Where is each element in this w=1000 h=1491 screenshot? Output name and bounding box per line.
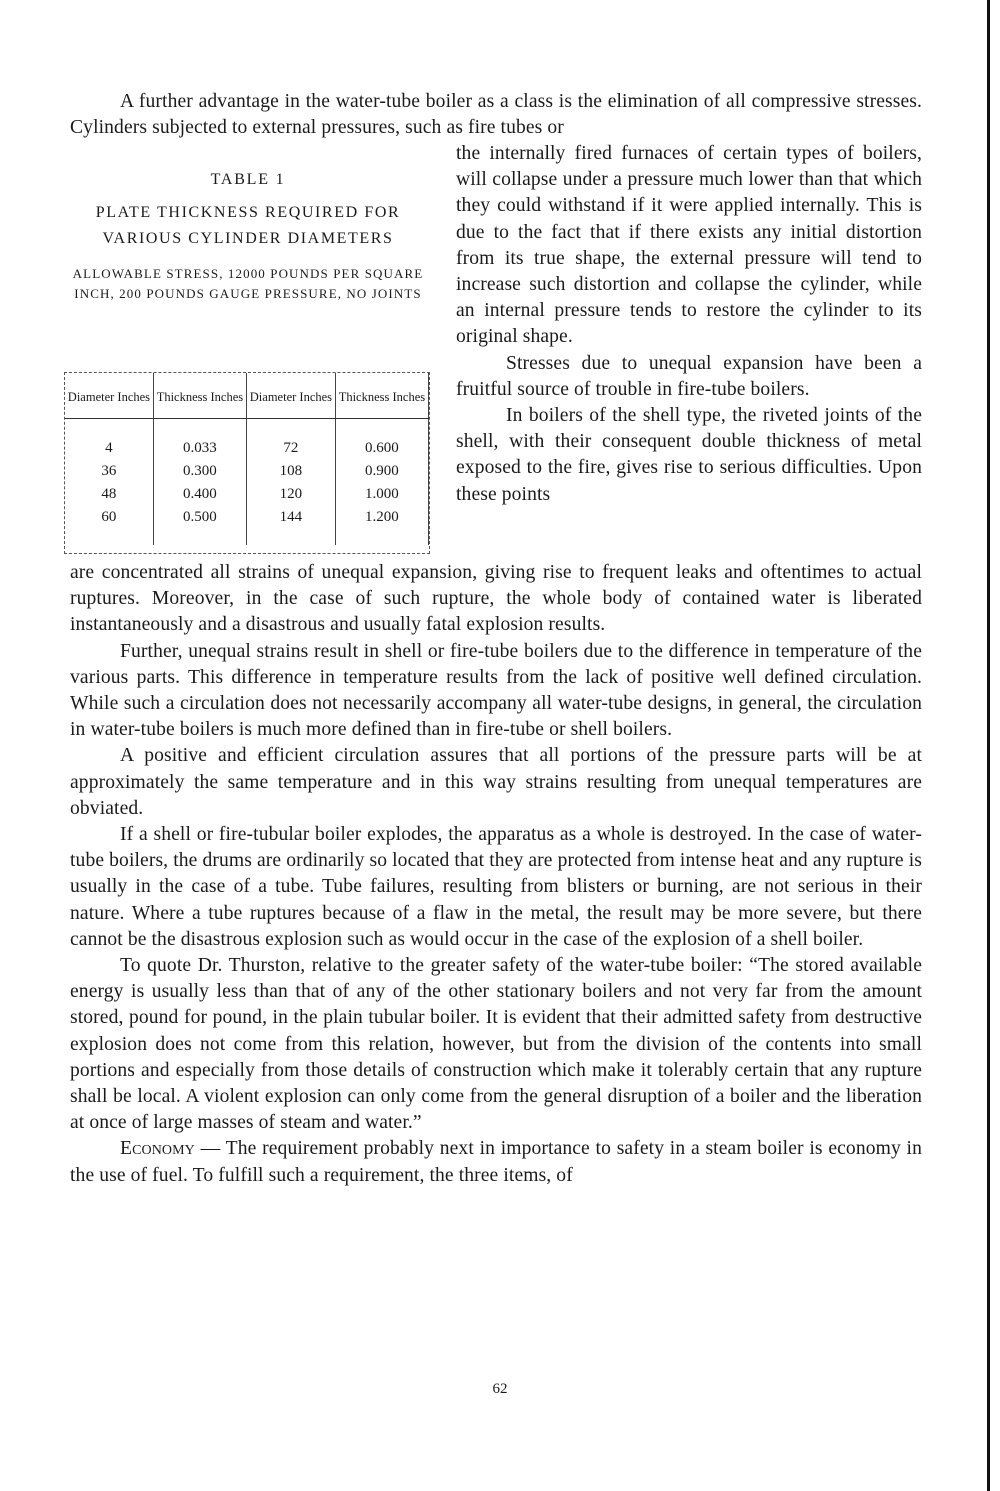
table-cell: 72	[246, 419, 335, 461]
table-cell: 48	[65, 483, 153, 506]
table-subtitle: ALLOWABLE STRESS, 12000 POUNDS PER SQUARE INCH, 200 POUNDS GAUGE PRESSURE, NO JOINTS	[72, 266, 424, 301]
thurston-quote-paragraph: To quote Dr. Thurston, relative to the greater safety of the water-tube boiler: “The stored available energy is usually less than that of any of the other stationary boilers and not very far from the amount stored, pound for pound, in the plain tubular boiler. It is evident that their admitted safety from destructive explosion does not come from this relation, however, but from the division of the contents into small portions and especially from those details of construction which make it tolerably certain that any rupture shall be local. A violent explosion can only come from the general disruption of a boiler and the liberation at once of large masses of steam and water.”	[70, 955, 922, 1134]
table-cell: 0.300	[153, 460, 246, 483]
header-thickness-2: Thickness Inches	[335, 373, 428, 419]
table-header-row	[65, 373, 429, 419]
table-cell: 108	[246, 460, 335, 483]
table-cell: 60	[65, 506, 153, 545]
economy-paragraph	[70, 1136, 922, 1188]
explosion-paragraph: If a shell or fire-tubular boiler explodes, the apparatus as a whole is destroyed. In the case of water-tube boilers, the drums are ordinarily so located that they are protected from intense heat and any rupture is usually in the case of a tube. Tube failures, resulting from blisters or burning, are not serious in their nature. Where a tube ruptures because of a flaw in the metal, the result may be more severe, but there cannot be the disastrous explosion such as would occur in the case of the explosion of a shell boiler.	[70, 824, 922, 950]
header-diameter-2: Diameter Inches	[246, 373, 335, 419]
table-cell: 0.400	[153, 483, 246, 506]
table-row	[65, 460, 429, 483]
shell-continuation: are concentrated all strains of unequal expansion, giving rise to frequent leaks and oftentimes to actual ruptures. Moreover, in the case of such rupture, the whole body of contained water is liberated instantaneously and a disastrous and usually fatal explosion results.	[70, 562, 922, 636]
table-cell: 0.600	[335, 419, 428, 461]
table-row	[65, 419, 429, 461]
economy-text: — The requirement probably next in importance to safety in a steam boiler is economy in the use of fuel. To fulfill such a requirement, the three items, of	[70, 1138, 922, 1186]
table-row	[65, 483, 429, 506]
table-cell: 36	[65, 460, 153, 483]
shell-type-paragraph: In boilers of the shell type, the riveted joints of the shell, with their consequent double thickness of metal exposed to the fire, gives rise to serious difficulties. Upon these points	[456, 405, 922, 505]
body-text	[70, 560, 922, 1189]
further-paragraph: Further, unequal strains result in shell or fire-tube boilers due to the difference in temperature of the various parts. This difference in temperature results from the lack of positive well defined circulation. While such a circulation does not necessarily accompany all water-tube designs, in general, the circulation in water-tube boilers is much more defined than in fire-tube or shell boilers.	[70, 640, 922, 741]
table-cell: 120	[246, 483, 335, 506]
page-number: 62	[492, 1381, 508, 1397]
economy-heading: Economy	[120, 1138, 195, 1160]
table-cell: 0.900	[335, 460, 428, 483]
header-thickness-1: Thickness Inches	[153, 373, 246, 419]
compressive-continuation: the internally fired furnaces of certain types of boilers, will collapse under a pressure much lower than that which they could withstand if it were applied internally. This is due to the fact that if there exists any initial distortion from its true shape, the external pressure will tend to increase such distortion and collapse the cylinder, while an internal pressure tends to restore the cylinder to its original shape.	[456, 143, 922, 348]
right-column-text	[456, 141, 922, 508]
plate-thickness-table	[64, 372, 430, 554]
table-caption	[62, 160, 434, 303]
table-label: TABLE 1	[210, 171, 286, 188]
table-row	[65, 506, 429, 545]
page-binding-edge	[987, 0, 990, 1491]
table-cell: 144	[246, 506, 335, 545]
header-diameter-1: Diameter Inches	[65, 373, 153, 419]
table-cell: 1.000	[335, 483, 428, 506]
circulation-paragraph: A positive and efficient circulation assures that all portions of the pressure parts will be at approximately the same temperature and in this way strains resulting from unequal temperatures are obviated.	[70, 745, 922, 819]
table-cell: 4	[65, 419, 153, 461]
intro-paragraph: A further advantage in the water-tube boiler as a class is the elimination of all compressive stresses. Cylinders subjected to external pressures, such as fire tubes or	[70, 91, 922, 139]
table-title: PLATE THICKNESS REQUIRED FOR VARIOUS CYLINDER DIAMETERS	[95, 204, 401, 247]
table-cell: 1.200	[335, 506, 428, 545]
stresses-paragraph: Stresses due to unequal expansion have been a fruitful source of trouble in fire-tube boilers.	[456, 352, 922, 400]
table-cell: 0.500	[153, 506, 246, 545]
table-cell: 0.033	[153, 419, 246, 461]
